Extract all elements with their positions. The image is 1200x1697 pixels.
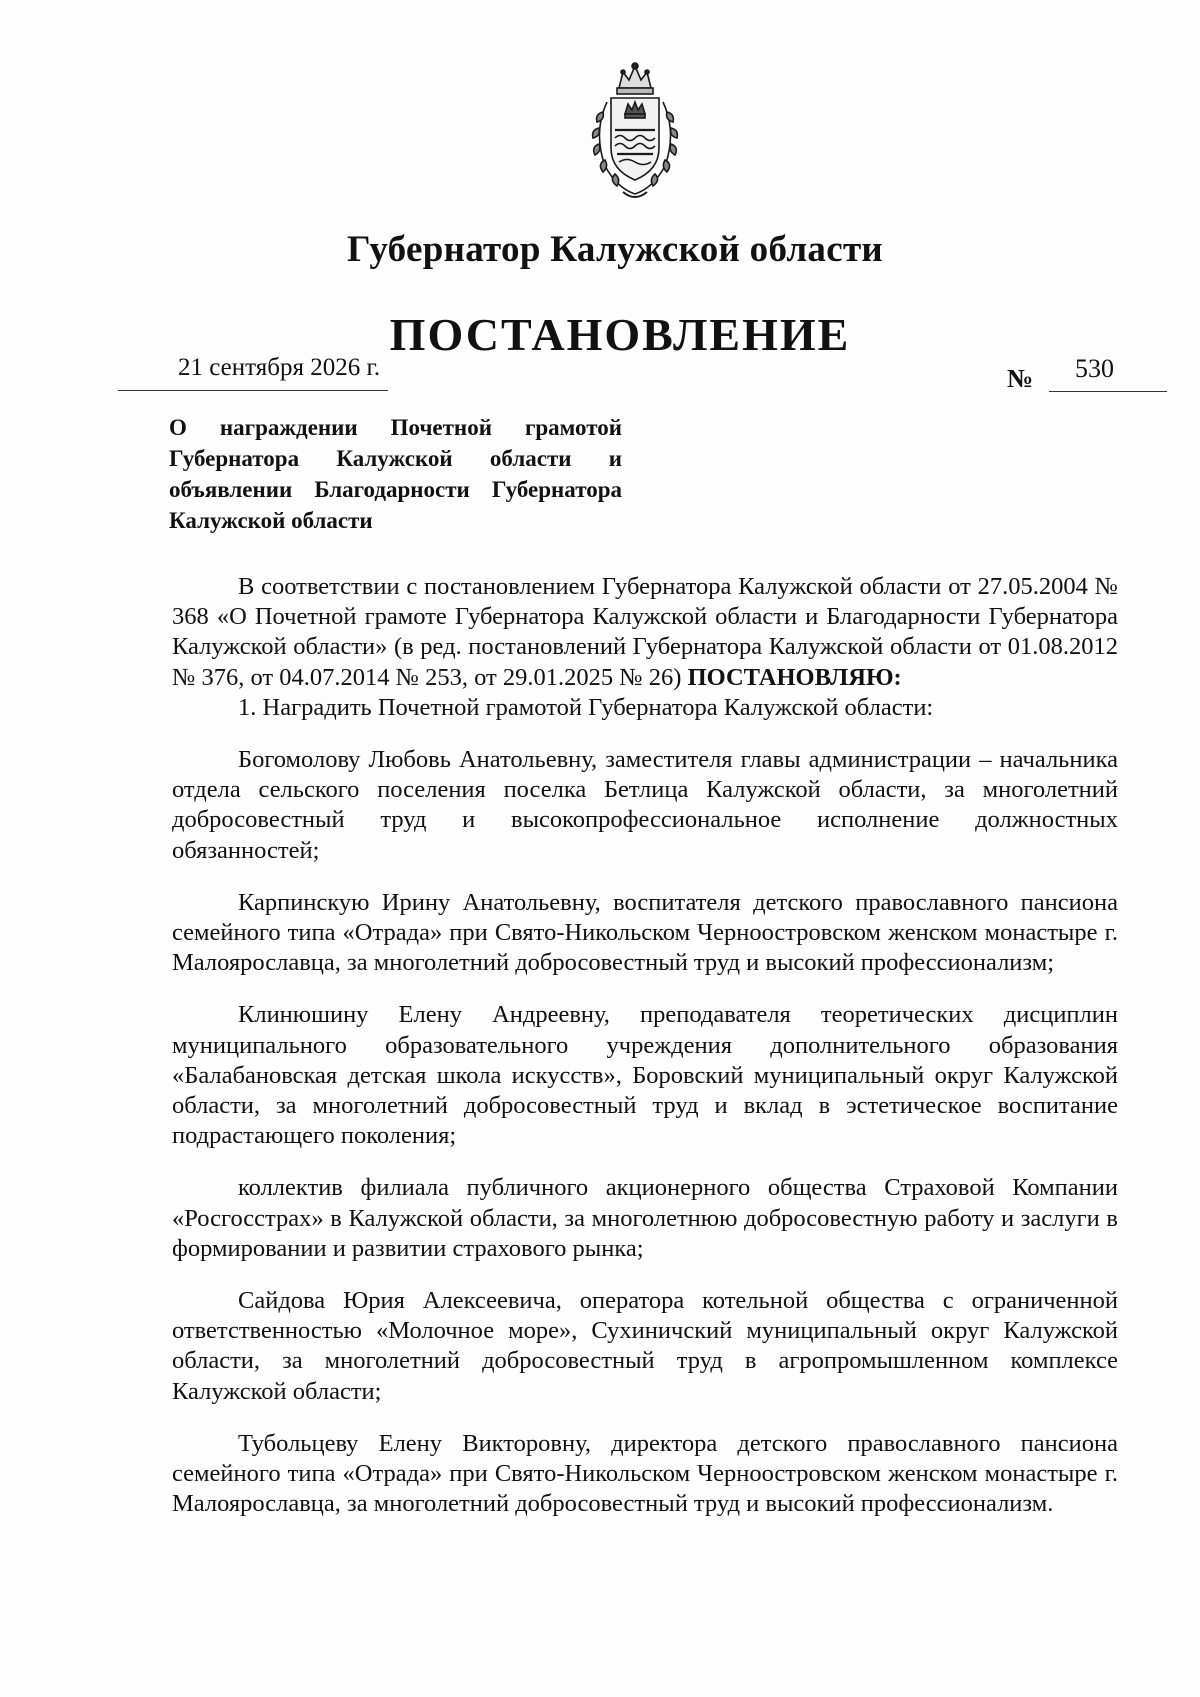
- awardee-paragraph: Тубольцеву Елену Викторовну, директора детского православного пансиона семейного типа «Отрада» при Свято-Никольском Черноостровском женском монастыре г. Малоярославца, за многолетний добросовестный труд и высокий профессионализм.: [172, 1429, 1118, 1518]
- kaluga-coat-of-arms-icon: [583, 62, 687, 204]
- number-field: [1007, 354, 1167, 394]
- awardee-paragraph: Клинюшину Елену Андреевну, преподавателя теоретических дисциплин муниципального образовательного учреждения дополнительного образования «Балабановская детская школа искусств», Боровский муниципальный округ Калужской области, за многолетний добросовестный труд и вклад в эстетическое воспитание подрастающего поколения;: [172, 1001, 1118, 1150]
- awardee-paragraph: Карпинскую Ирину Анатольевну, воспитателя детского православного пансиона семейного типа «Отрада» при Свято-Никольском Черноостровском женском монастыре г. Малоярославца, за многолетний добросовестный труд и высокий профессионализм;: [172, 888, 1118, 977]
- document-subject: О награждении Почетной грамотой Губернатора Калужской области и объявлении Благодарности Губернатора Калужской области: [169, 415, 622, 533]
- awardee-paragraph: Сайдова Юрия Алексеевича, оператора котельной общества с ограниченной ответственностью «Молочное море», Сухиничский муниципальный округ Калужской области, за многолетний добросовестный труд в агропромышленном комплексе Калужской области;: [172, 1287, 1118, 1405]
- document-type-title: ПОСТАНОВЛЕНИЕ: [389, 309, 851, 360]
- issuer-title: Губернатор Калужской области: [346, 229, 884, 270]
- preamble-paragraph: [172, 572, 1118, 693]
- number-sign: №: [1007, 364, 1034, 393]
- document-body: [172, 572, 1118, 1519]
- document-date: 21 сентября 2026 г.: [178, 354, 381, 381]
- preamble-text: В соответствии с постановлением Губернатора Калужской области от 27.05.2004 № 368 «О Почетной грамоте Губернатора Калужской области и Благодарности Губернатора Калужской области» (в ред. постановлений Губернатора Калужской области от 01.08.2012 № 376, от 04.07.2014 № 253, от 29.01.2025 № 26): [172, 573, 1118, 691]
- date-field: [118, 354, 388, 391]
- document-number: 530: [1075, 354, 1114, 383]
- resolve-word: ПОСТАНОВЛЯЮ:: [687, 663, 902, 691]
- number-underline: [1049, 391, 1167, 392]
- item-1-heading: 1. Наградить Почетной грамотой Губернатора Калужской области:: [238, 693, 934, 721]
- awardee-paragraph: Богомолову Любовь Анатольевну, заместителя главы администрации – начальника отдела сельского поселения поселка Бетлица Калужской области, за многолетний добросовестный труд и высокопрофессиональное исполнение должностных обязанностей;: [172, 746, 1118, 864]
- awardee-paragraph: коллектив филиала публичного акционерного общества Страховой Компании «Росгосстрах» в Калужской области, за многолетнюю добросовестную работу и заслуги в формировании и развитии страхового рынка;: [172, 1174, 1118, 1262]
